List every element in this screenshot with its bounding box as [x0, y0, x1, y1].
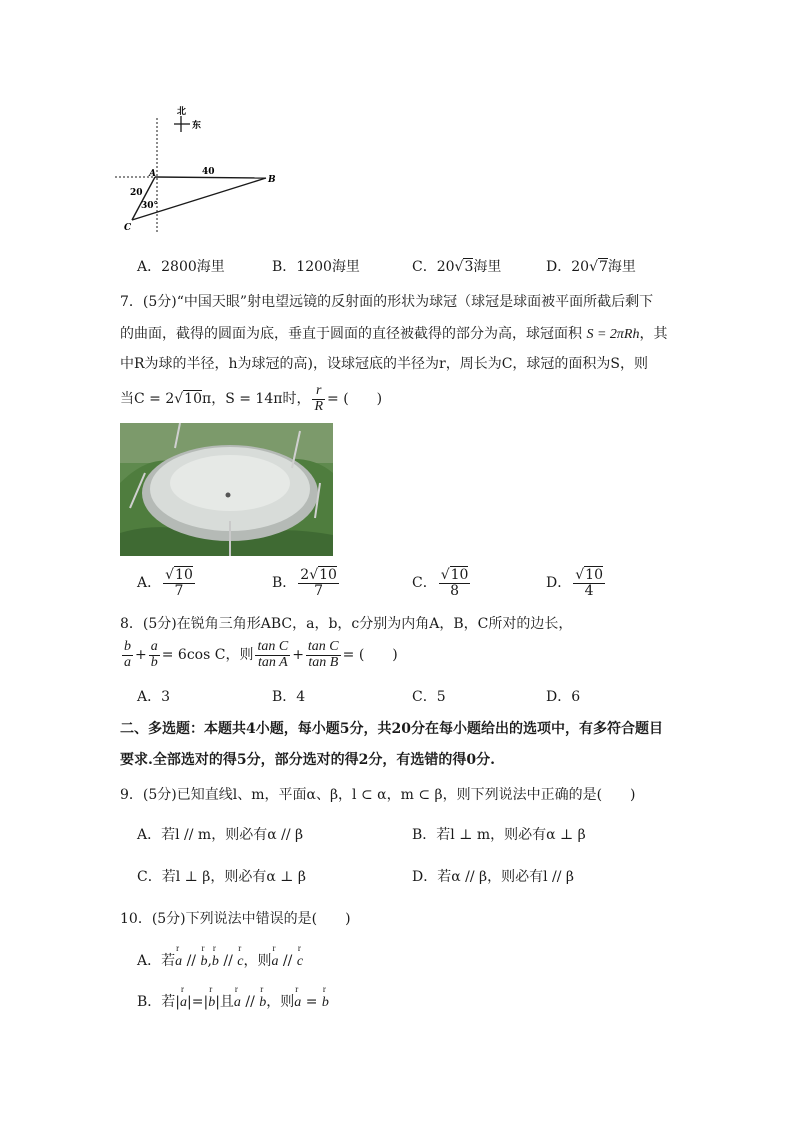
vector-a: [233, 984, 241, 1011]
q8-line-1: [120, 613, 572, 633]
vector-arrow: r: [272, 943, 276, 953]
q10-option-b: [137, 984, 329, 1011]
q6-option-c-coef: 20: [436, 259, 455, 275]
parallel-symbol: //: [182, 953, 201, 969]
q7-option-d-den: 4: [584, 582, 594, 599]
q8-line-2: [120, 640, 398, 670]
and-text: |且: [215, 994, 234, 1010]
vector-arrow: r: [234, 984, 238, 994]
vector-a-letter: a: [233, 995, 241, 1010]
q10-option-b-prefix: B．若|: [137, 994, 181, 1010]
q8-blank: = ( ): [342, 647, 398, 664]
vector-a-letter: a: [294, 995, 302, 1010]
then-text: ，则: [266, 994, 295, 1010]
q7-option-d: D． $\frac{√10}{4}$: [546, 567, 603, 599]
navigation-diagram: [110, 100, 300, 240]
q7-ratio-numerator: r: [312, 384, 325, 400]
vector-a: [294, 984, 302, 1011]
q7-option-b-radicand: 10: [319, 567, 337, 583]
vector-a-letter: a: [180, 995, 188, 1010]
q7-line-2-text: 的曲面，截得的圆面为底，垂直于圆面的直径被截得的部分为高，球冠面积: [120, 326, 587, 342]
vector-c: [296, 943, 304, 970]
q7-line-2-tail: ，其: [639, 326, 668, 342]
q7-line-1: [120, 291, 653, 311]
compass-east-label: 东: [192, 121, 202, 131]
q7-option-d-letter: D．: [546, 575, 572, 592]
q8-option-d: D．6: [546, 689, 581, 705]
vector-b-letter: b: [200, 954, 208, 969]
q8-plus-1: +: [135, 647, 147, 664]
vector-a: [175, 943, 183, 970]
q7-line-3: 中R为球的半径，h为球冠的高)，设球冠底的半径为r，周长为C，球冠的面积为S，则: [120, 356, 649, 372]
q9-option-a: A．若l // m，则必有α // β: [137, 827, 304, 843]
q6-option-d-letter: D．: [546, 259, 572, 275]
angle-label: 30°: [141, 201, 159, 211]
q6-option-a-value: 2800: [161, 259, 197, 275]
q9-option-b: B．若l ⊥ m，则必有α ⊥ β: [412, 827, 586, 843]
q7-blank: = ( ): [327, 391, 383, 408]
vector-b: [208, 984, 216, 1011]
point-A-label: A: [149, 169, 156, 179]
q8-frac2-num: a: [150, 639, 158, 654]
equal-symbol: =: [301, 994, 322, 1010]
vector-c: [237, 943, 244, 970]
q8-option-c: C．5: [412, 689, 446, 705]
comma: ,: [207, 953, 212, 969]
q7-option-c-den: 8: [450, 582, 460, 599]
vector-arrow: r: [176, 943, 180, 953]
vector-arrow: r: [209, 984, 213, 994]
vector-b-letter: b: [208, 995, 216, 1010]
vector-b-letter: b: [259, 995, 267, 1010]
q8-frac3-den: tan A: [257, 654, 288, 670]
fast-telescope-photo: [120, 423, 333, 556]
q6-option-b: [272, 256, 360, 276]
q6-option-b-value: 1200: [296, 259, 332, 275]
vector-arrow: r: [201, 943, 205, 953]
vector-arrow: r: [322, 984, 326, 994]
length-AB-label: 40: [202, 167, 215, 177]
q7-option-d-radicand: 10: [585, 567, 603, 583]
vector-a: [271, 943, 279, 970]
vector-b-letter: b: [211, 954, 219, 969]
q8-plus-2: +: [292, 647, 304, 664]
q9-option-c: C．若l ⊥ β，则必有α ⊥ β: [137, 869, 306, 885]
q6-option-d-unit: 海里: [607, 259, 636, 275]
q7-option-a-den: 7: [174, 582, 184, 599]
vector-c-letter: c: [296, 954, 304, 969]
q7-line-2: [120, 323, 667, 343]
parallel-symbol: //: [218, 953, 238, 969]
q7-option-b-letter: B．: [272, 575, 297, 592]
vector-a-letter: a: [271, 954, 279, 969]
q7-option-c-letter: C．: [412, 575, 437, 592]
point-B-label: B: [268, 175, 276, 185]
vector-b: [259, 984, 267, 1011]
q10-stem: 10．(5分)下列说法中错误的是( ): [120, 911, 351, 927]
q7-area-formula: S = 2πRh: [586, 327, 640, 342]
q8-equation: = 6cos C，则: [161, 647, 254, 664]
q7-ratio-denominator: R: [314, 398, 324, 414]
q7-option-b-coef: 2: [300, 567, 310, 583]
q7-option-c-radicand: 10: [450, 567, 469, 583]
vector-b-letter: b: [321, 995, 329, 1010]
q8-option-b: B．4: [272, 689, 306, 705]
q7-option-a-letter: A．: [137, 575, 162, 592]
q8-frac4-den: tan B: [308, 654, 339, 670]
q7-number: 7．(5分): [120, 294, 177, 310]
q6-option-c-letter: C．: [412, 259, 437, 275]
q9-option-d: D．若α // β，则必有l // β: [412, 869, 575, 885]
segment-AB: [155, 177, 266, 178]
q7-option-b: B． $\frac{2√10}{7}$: [272, 567, 337, 599]
q7-option-b-den: 7: [314, 582, 324, 599]
q6-option-c: C．20√3海里: [412, 259, 502, 275]
vector-arrow: r: [260, 984, 264, 994]
q8-frac1-den: a: [124, 654, 131, 670]
q10-option-a: [137, 943, 304, 970]
vector-arrow: r: [212, 943, 216, 953]
q8-frac1-num: b: [124, 639, 131, 654]
q6-option-c-unit: 海里: [473, 259, 502, 275]
q7-option-a-radicand: 10: [175, 567, 193, 583]
vector-arrow: r: [238, 943, 242, 953]
vector-a-letter: a: [175, 954, 183, 969]
vector-b: [200, 943, 208, 970]
q6-option-a-letter: A．: [137, 259, 162, 275]
length-AC-label: 20: [130, 188, 143, 198]
q6-option-b-letter: B．: [272, 259, 297, 275]
q6-option-a-unit: 海里: [196, 259, 225, 275]
q7-line-4: 当C = 2√10π，S = 14π时， $\frac{r}{R}$ = ( ): [120, 383, 383, 414]
vector-a: [180, 984, 188, 1011]
q10-option-a-prefix: A．若: [137, 953, 176, 969]
q6-option-d: D．20√7海里: [546, 259, 636, 275]
compass-north-label: 北: [177, 107, 187, 117]
segment-BC: [132, 178, 266, 220]
q6-option-d-coef: 20: [571, 259, 590, 275]
section-2-heading-line-2: 要求.全部选对的得5分，部分选对的得2分，有选错的得0分.: [120, 752, 495, 768]
parallel-symbol: //: [278, 953, 297, 969]
vector-b: [211, 943, 219, 970]
q7-condition-radicand: 10: [184, 391, 202, 408]
section-2-heading-line-1: 二、多选题：本题共4小题，每小题5分，共20分在每小题给出的选项中，有多符合题目: [120, 721, 663, 737]
vector-c-letter: c: [237, 954, 244, 969]
q8-frac2-den: b: [150, 654, 158, 670]
q6-option-a: [137, 256, 225, 276]
q7-line-1-text: “中国天眼”射电望远镜的反射面的形状为球冠（球冠是球面被平面所截后剩下: [176, 294, 654, 310]
q8-number: 8．(5分): [120, 616, 177, 632]
q8-frac4-num: tan C: [307, 639, 339, 654]
abs-equal-symbol: |=|: [187, 994, 209, 1010]
then-text: ，则: [243, 953, 272, 969]
q6-option-c-radicand: 3: [464, 259, 474, 275]
vector-arrow: r: [295, 984, 299, 994]
parallel-symbol: //: [240, 994, 260, 1010]
q9-stem: 9．(5分)已知直线l、m，平面α、β，l ⊂ α，m ⊂ β，则下列说法中正确的是( ): [120, 787, 636, 803]
q6-option-d-radicand: 7: [598, 259, 608, 275]
vector-arrow: r: [181, 984, 185, 994]
q8-line-1-text: 在锐角三角形ABC，a，b，c分别为内角A，B，C所对的边长，: [176, 616, 573, 632]
q7-option-c: C． $\frac{√10}{8}$: [412, 567, 469, 599]
q8-frac3-num: tan C: [257, 639, 289, 654]
vector-arrow: r: [297, 943, 301, 953]
vector-b: [321, 984, 329, 1011]
q7-condition-s: π，S = 14π时，: [202, 391, 311, 408]
q6-option-b-unit: 海里: [331, 259, 360, 275]
q8-option-a: A．3: [137, 689, 171, 705]
point-C-label: C: [124, 223, 132, 233]
q7-option-a: A． $\frac{√10}{7}$: [137, 567, 193, 599]
q7-condition-c: 当C = 2: [120, 391, 175, 408]
